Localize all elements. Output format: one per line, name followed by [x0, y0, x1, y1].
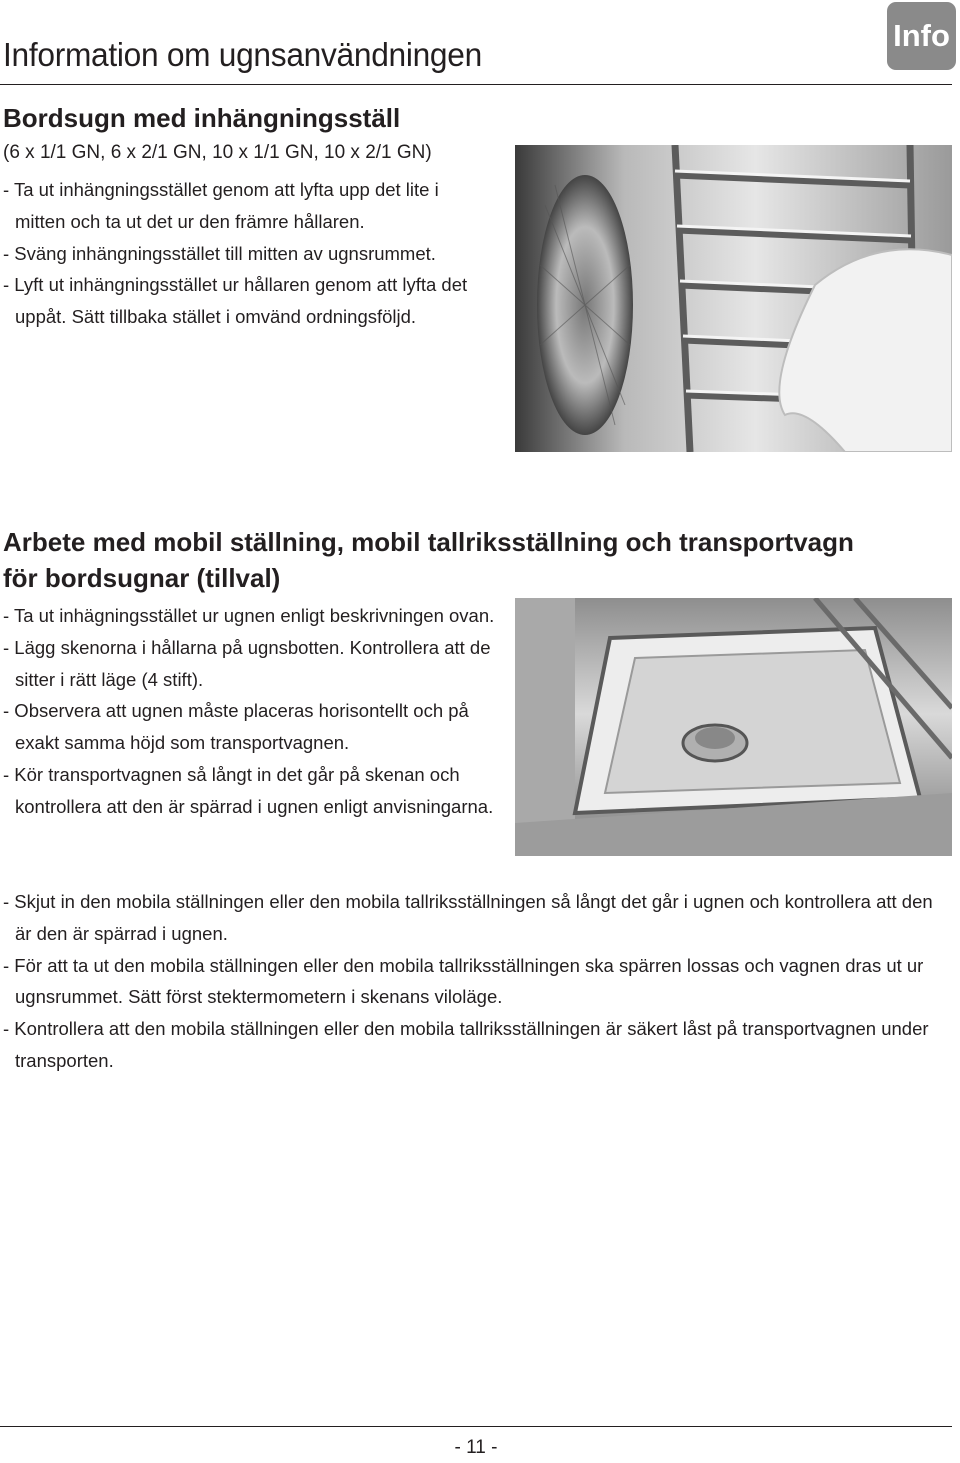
list-item: - Skjut in den mobila ställningen eller den mobila tallriksställningen så långt det går i ugnen och kontrollera att den är den är spärrad i ugnen.	[3, 891, 933, 944]
section-heading-mobile-rack-line2: för bordsugnar (tillval)	[3, 563, 281, 593]
oven-hanging-rack-photo	[515, 145, 952, 452]
page-title: Information om ugnsanvändningen	[3, 36, 482, 73]
footer-divider	[0, 1426, 952, 1427]
list-item: - Ta ut inhägningsstället ur ugnen enligt beskrivningen ovan.	[3, 605, 495, 626]
oven-floor-rails-photo	[515, 598, 952, 856]
section1-instructions	[3, 174, 493, 333]
section-heading-hanging-rack: Bordsugn med inhängningsställ	[3, 103, 401, 133]
info-badge: Info	[887, 2, 956, 70]
list-item: - Lyft ut inhängningsstället ur hållaren genom att lyfta det uppåt. Sätt tillbaka stället i omvänd ordningsföljd.	[3, 274, 468, 328]
list-item: - Ta ut inhängningsstället genom att lyfta upp det lite i mitten och ta ut det ur den främre hållaren.	[3, 179, 439, 232]
list-item: - För att ta ut den mobila ställningen eller den mobila tallriksställningen ska spärren lossas och vagnen dras ut ur ugnsrummet. Sätt först stektermometern i skenans viloläge.	[3, 954, 924, 1008]
title-divider	[0, 84, 952, 85]
list-item: - Sväng inhängningsstället till mitten av ugnsrummet.	[3, 242, 436, 264]
section2-instructions-wide	[3, 886, 953, 1077]
section-heading-mobile-rack-line1: Arbete med mobil ställning, mobil tallriksställning och transportvagn	[3, 527, 854, 557]
list-item: - Lägg skenorna i hållarna på ugnsbotten. Kontrollera att de sitter i rätt läge (4 stift).	[3, 636, 491, 690]
page-number: - 11 -	[454, 1437, 498, 1458]
section2-instructions-narrow	[3, 600, 503, 823]
list-item: - Kontrollera att den mobila ställningen eller den mobila tallriksställningen är säkert låst på transportvagnen under transporten.	[3, 1018, 929, 1071]
list-item: - Observera att ugnen måste placeras horisontellt och på exakt samma höjd som transportvagnen.	[3, 700, 469, 754]
section-subheading-sizes: (6 x 1/1 GN, 6 x 2/1 GN, 10 x 1/1 GN, 10 x 2/1 GN)	[3, 142, 432, 163]
list-item: - Kör transportvagnen så långt in det går på skenan och kontrollera att den är spärrad i ugnen enligt anvisningarna.	[3, 763, 494, 817]
